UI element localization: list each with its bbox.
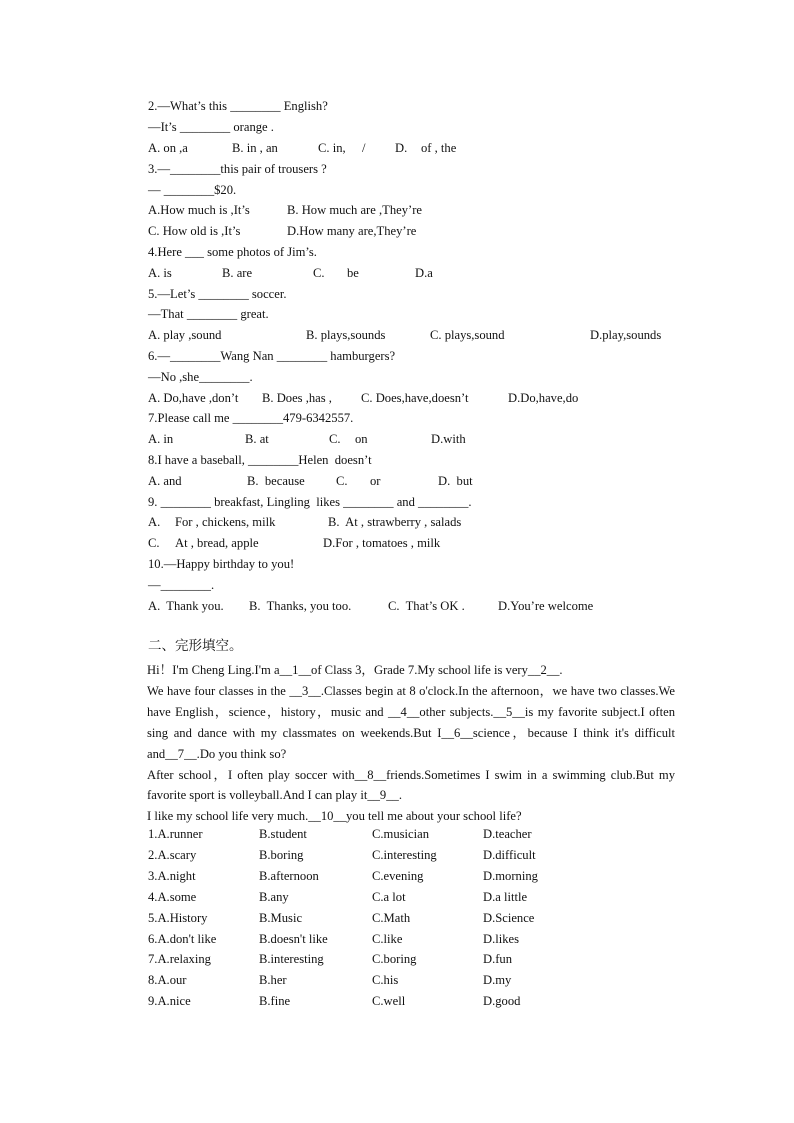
q9-option-b: B. At , strawberry , salads	[328, 515, 462, 529]
q8-option-c-part: or	[370, 474, 381, 488]
cloze-option: D.teacher	[483, 827, 532, 841]
q3-option-c: C. How old is ,It’s	[148, 224, 241, 238]
q4-option-c: C.	[313, 266, 325, 280]
q2-option-d: D.	[395, 141, 408, 155]
cloze-option: D.difficult	[483, 847, 536, 862]
q8-option-b: B. because	[247, 474, 305, 488]
cloze-option: B.doesn't like	[259, 931, 328, 946]
cloze-option: D.likes	[483, 931, 520, 946]
passage-paragraph-3: After school，I often play soccer with__8__friends.Sometimes I swim in a swimming club.But my favorite sport is volleyball.And I can play it__9__.	[147, 767, 675, 803]
q8-stem: 8.I have a baseball, ________Helen doesn’t	[148, 453, 372, 467]
cloze-option: C.well	[372, 994, 406, 1009]
cloze-option: B.student	[259, 827, 307, 841]
q6-option-c: C. Does,have,doesn’t	[361, 391, 469, 405]
q6-option-b: B. Does ,has ,	[262, 391, 332, 405]
q2-option-c-part: /	[362, 141, 366, 155]
cloze-option: C.his	[372, 973, 399, 988]
cloze-option: 9.A.nice	[148, 994, 191, 1009]
passage-paragraph-2: We have four classes in the __3__.Classes begin at 8 o'clock.In the afternoon，we have two classes.We have English，science，history，music and __4__other subjects.__5__is my favorite subject.I often sing and dance with my classmates on weekends.But I__6__science，because I think it's difficult and__7__.Do you think so?	[147, 683, 675, 761]
q8-option-d: D. but	[438, 474, 473, 488]
cloze-option: 3.A.night	[148, 868, 196, 883]
q7-option-d: D.with	[431, 432, 466, 446]
cloze-option: D.morning	[483, 868, 538, 883]
q5-option-d: D.play,sounds	[590, 328, 662, 342]
q3-stem: 3.—________this pair of trousers ?	[148, 162, 327, 176]
q5-stem: 5.—Let’s ________ soccer.	[148, 287, 287, 301]
cloze-option: D.fun	[483, 952, 513, 967]
q5-response: —That ________ great.	[148, 307, 269, 321]
q2-stem: 2.—What’s this ________ English?	[148, 99, 328, 113]
passage-paragraph-4: I like my school life very much.__10__you tell me about your school life?	[147, 809, 522, 824]
q6-response: —No ,she________.	[148, 370, 253, 384]
q4-option-d: D.a	[415, 266, 433, 280]
q5-option-a: A. play ,sound	[148, 328, 222, 342]
cloze-option: 5.A.History	[148, 910, 208, 925]
q9-option-c-text: At , bread, apple	[175, 536, 259, 550]
cloze-option: C.like	[372, 931, 403, 946]
q4-option-c-part: be	[347, 266, 359, 280]
q3-option-b: B. How much are ,They’re	[287, 203, 422, 217]
cloze-option: B.afternoon	[259, 868, 319, 883]
q2-option-c: C. in,	[318, 141, 346, 155]
cloze-option: B.any	[259, 889, 289, 904]
cloze-option: B.boring	[259, 847, 304, 862]
q6-option-a: A. Do,have ,don’t	[148, 391, 239, 405]
q9-option-d: D.For , tomatoes , milk	[323, 536, 441, 550]
q5-option-b: B. plays,sounds	[306, 328, 386, 342]
cloze-option: D.a little	[483, 889, 528, 904]
cloze-option: B.her	[259, 973, 287, 988]
cloze-passage	[147, 660, 675, 827]
q9-option-a-text: For , chickens, milk	[175, 515, 276, 529]
passage-paragraph-1: Hi！I'm Cheng Ling.I'm a__1__of Class 3，Grade 7.My school life is very__2__.	[147, 663, 563, 677]
cloze-option: D.Science	[483, 910, 535, 925]
q4-stem: 4.Here ___ some photos of Jim’s.	[148, 245, 317, 259]
cloze-option: 6.A.don't like	[148, 931, 217, 946]
q3-option-a: A.How much is ,It’s	[148, 203, 250, 217]
cloze-option: C.musician	[372, 827, 430, 841]
cloze-option: 2.A.scary	[148, 847, 197, 862]
q4-option-a: A. is	[148, 266, 172, 280]
q8-option-a: A. and	[148, 474, 182, 488]
q7-option-c: C.	[329, 432, 341, 446]
q2-option-d-part: of , the	[421, 141, 457, 155]
q4-option-b: B. are	[222, 266, 253, 280]
q2-option-a: A. on ,a	[148, 141, 188, 155]
cloze-option: C.evening	[372, 868, 424, 883]
q6-option-d: D.Do,have,do	[508, 391, 579, 405]
cloze-option: 4.A.some	[148, 889, 197, 904]
cloze-option: 8.A.our	[148, 973, 187, 988]
q7-stem: 7.Please call me ________479-6342557.	[148, 411, 354, 425]
q9-option-c: C.	[148, 536, 160, 550]
q9-stem: 9. ________ breakfast, Lingling likes ________ and ________.	[148, 495, 472, 509]
q10-stem: 10.—Happy birthday to you!	[148, 557, 295, 571]
q6-stem: 6.—________Wang Nan ________ hamburgers?	[148, 349, 396, 363]
q10-option-a: A. Thank you.	[148, 599, 224, 613]
q10-option-d: D.You’re welcome	[498, 599, 594, 613]
q5-option-c: C. plays,sound	[430, 328, 505, 342]
q9-option-a: A.	[148, 515, 161, 529]
q8-option-c: C.	[336, 474, 348, 488]
q10-response: —________.	[148, 578, 215, 592]
cloze-option: 7.A.relaxing	[148, 952, 211, 967]
q2-response: —It’s ________ orange .	[148, 120, 274, 134]
cloze-option: B.Music	[259, 910, 303, 925]
q7-option-b: B. at	[245, 432, 269, 446]
q10-option-c: C. That’s OK .	[388, 599, 465, 613]
q7-option-c-part: on	[355, 432, 368, 446]
cloze-option: C.a lot	[372, 889, 406, 904]
cloze-option: C.Math	[372, 910, 411, 925]
q7-option-a: A. in	[148, 432, 174, 446]
q10-option-b: B. Thanks, you too.	[249, 599, 352, 613]
cloze-option: 1.A.runner	[148, 827, 203, 841]
cloze-option: B.interesting	[259, 952, 324, 967]
section-heading: 二、完形填空。	[148, 638, 243, 653]
q3-option-d: D.How many are,They’re	[287, 224, 417, 238]
q3-response: — ________$20.	[148, 183, 237, 197]
cloze-option: B.fine	[259, 994, 291, 1009]
q2-option-b: B. in , an	[232, 141, 278, 155]
cloze-option: D.my	[483, 973, 512, 988]
cloze-option: C.boring	[372, 952, 417, 967]
cloze-option: C.interesting	[372, 847, 437, 862]
cloze-option: D.good	[483, 994, 521, 1009]
